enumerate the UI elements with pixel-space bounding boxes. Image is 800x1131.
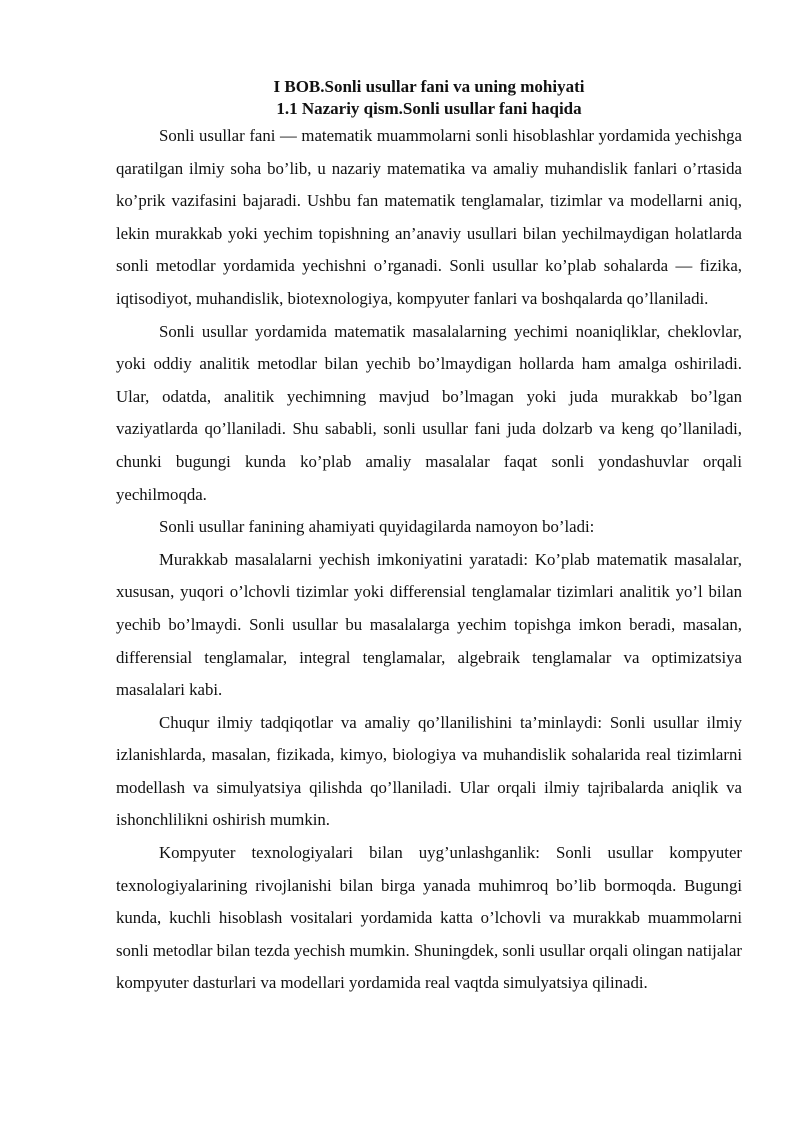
- paragraph-usage: Sonli usullar yordamida matematik masalalarning yechimi noaniqliklar, cheklovlar, yoki oddiy analitik metodlar bilan yechib bo’lmaydigan hollarda ham amalga oshiriladi. Ular, odatda, analitik yechimning mavjud bo’lmagan yoki juda murakkab bo’lgan vaziyatlarda qo’llaniladi. Shu sababli, sonli usullar fani juda dolzarb va keng qo’llaniladi, chunki bugungi kunda ko’plab amaliy masalalar faqat sonli yondashuvlar orqali yechilmoqda.: [116, 321, 742, 504]
- paragraph-complex-problems: Murakkab masalalarni yechish imkoniyatini yaratadi: Ko’plab matematik masalalar, xususan, yuqori o’lchovli tizimlar yoki differensial tenglamalar tizimlari analitik yo’l bilan yechib bo’lmaydi. Sonli usullar bu masalalarga yechim topishga imkon beradi, masalan, differensial tenglamalar, integral tenglamalar, algebraik tenglamalar va optimizatsiya masalalari kabi.: [116, 549, 742, 700]
- paragraph-importance-lead: Sonli usullar fanining ahamiyati quyidagilarda namoyon bo’ladi:: [159, 517, 595, 537]
- section-heading: 1.1 Nazariy qism.Sonli usullar fani haqida: [276, 99, 582, 118]
- paragraph-research: Chuqur ilmiy tadqiqotlar va amaliy qo’llanilishini ta’minlaydi: Sonli usullar ilmiy izlanishlarda, masalan, fizikada, kimyo, biologiya va muhandislik sohalarida real tizimlarni modellash va simulyatsiya qilishda qo’llaniladi. Ular orqali ilmiy tajribalarda aniqlik va ishonchlilikni oshirish mumkin.: [116, 712, 742, 830]
- paragraph-computer-tech: Kompyuter texnologiyalari bilan uyg’unlashganlik: Sonli usullar kompyuter texnologiyalarining rivojlanishi bilan birga yanada muhimroq bo’lib bormoqda. Bugungi kunda, kuchli hisoblash vositalari yordamida katta o’lchovli va murakkab muammolarni sonli metodlar bilan tezda yechish mumkin. Shuningdek, sonli usullar orqali olingan natijalar kompyuter dasturlari va modellari yordamida real vaqtda simulyatsiya qilinadi.: [116, 843, 742, 993]
- chapter-heading: I BOB.Sonli usullar fani va uning mohiyati: [273, 77, 585, 96]
- document-body: [116, 76, 742, 1000]
- paragraph-intro: Sonli usullar fani — matematik muammolarni sonli hisoblashlar yordamida yechishga qaratilgan ilmiy soha bo’lib, u nazariy matematika va amaliy muhandislik fanlari o’rtasida ko’prik vazifasini bajaradi. Ushbu fan matematik tenglamalar, tizimlar va modellarni aniq, lekin murakkab yoki yechim topishning an’anaviy usullari bilan yechilmaydigan holatlarda sonli metodlar yordamida yechishni o’rganadi. Sonli usullar ko’plab sohalarda — fizika, iqtisodiyot, muhandislik, biotexnologiya, kompyuter fanlari va boshqalarda qo’llaniladi.: [116, 126, 742, 308]
